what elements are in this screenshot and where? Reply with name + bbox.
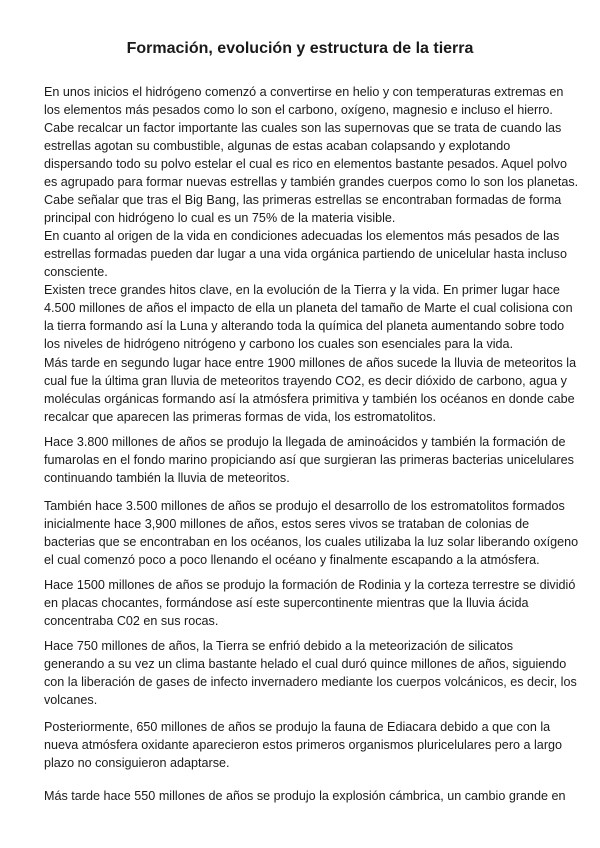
text-line: Hace 750 millones de años, la Tierra se enfrió debido a la meteorización de silicatos [44,639,514,653]
text-line: dispersando todo su polvo estelar el cual es rico en elementos bastante pesados. Aquel polvo [44,157,567,171]
text-line: Cabe recalcar un factor importante las cuales son las supernovas que se trata de cuando las [44,121,562,135]
document-title: Formación, evolución y estructura de la tierra [126,40,474,57]
text-line: inicialmente hace 3,900 millones de años, estos seres vivos se trataban de colonias de [44,517,530,531]
text-line: Existen trece grandes hitos clave, en la evolución de la Tierra y la vida. En primer lugar hace [44,283,560,297]
text-line: Posteriormente, 650 millones de años se produjo la fauna de Ediacara debido a que con la [44,720,551,734]
paragraph-1 [44,83,579,281]
text-line: Más tarde en segundo lugar hace entre 1900 millones de años sucede la lluvia de meteoritos la [44,356,577,370]
text-line: fumarolas en el fondo marino propiciando así que surgieran las primeras bacterias unicelulares [44,453,574,467]
paragraph-4 [44,433,574,487]
text-line: Hace 3.800 millones de años se produjo la llegada de aminoácidos y también la formación de [44,435,566,449]
paragraph-8 [44,718,563,772]
text-line: nueva atmósfera oxidante aparecieron estos primeros organismos pluricelulares pero a largo [44,738,563,752]
paragraph-5 [44,497,579,569]
text-line: plazo no consiguieron adaptarse. [44,756,230,770]
text-line: También hace 3.500 millones de años se produjo el desarrollo de los estromatolitos formados [44,499,565,513]
text-line: volcanes. [44,693,98,707]
text-line: bacterias que se encontraban en los océanos, los cuales utilizaba la luz solar liberando oxígeno [44,535,579,549]
text-line: estrellas formadas pueden dar lugar a una vida orgánica partiendo de unicelular hasta incluso [44,247,567,261]
text-line: recalcar que aparecen las primeras formas de vida, los estromatolitos. [44,410,436,424]
text-line: el cual comenzó poco a poco llenando el océano y finalmente escapando a la atmósfera. [44,553,540,567]
paragraph-3 [44,354,577,426]
paragraph-9 [44,787,566,805]
text-line: principal con hidrógeno lo cual es un 75% de la materia visible. [44,211,396,225]
text-line: Cabe señalar que tras el Big Bang, las primeras estrellas se encontraban formadas de forma [44,193,562,207]
text-line: estrellas agotan su combustible, algunas de estas acaban colapsando y explotando [44,139,511,153]
text-line: en placas chocantes, formándose así este supercontinente mientras que la lluvia ácida [44,596,529,610]
text-line: la tierra formando así la Luna y alterando toda la química del planeta aumentando sobre todo [44,319,565,333]
paragraph-7 [44,637,577,709]
text-line: con la liberación de gases de infecto invernadero mediante los cuerpos volcánicos, es decir, los [44,675,577,689]
text-line: es agrupado para formar nuevas estrellas y también grandes cuerpos como lo son los planetas. [44,175,579,189]
text-line: los niveles de hidrógeno nitrógeno y carbono los cuales son esenciales para la vida. [44,337,514,351]
paragraph-2 [44,281,573,353]
text-line: continuando también la lluvia de meteoritos. [44,471,290,485]
text-line: moléculas orgánicas formando así la atmósfera primitiva y también los océanos en donde cabe [44,392,575,406]
text-line: Más tarde hace 550 millones de años se produjo la explosión cámbrica, un cambio grande en [44,789,566,803]
text-line: En unos inicios el hidrógeno comenzó a convertirse en helio y con temperaturas extremas en [44,85,564,99]
text-line: los elementos más pesados como lo son el carbono, oxígeno, magnesio e incluso el hierro. [44,103,553,117]
text-line: concentraba C02 en sus rocas. [44,614,219,628]
text-line: En cuanto al origen de la vida en condiciones adecuadas los elementos más pesados de las [44,229,560,243]
text-line: cual fue la última gran lluvia de meteoritos trayendo CO2, es decir dióxido de carbono, agua y [44,374,567,388]
paragraph-6 [44,576,576,630]
text-line: Hace 1500 millones de años se produjo la formación de Rodinia y la corteza terrestre se dividió [44,578,576,592]
text-line: generando a su vez un clima bastante helado el cual duró quince millones de años, siguiendo [44,657,567,671]
text-line: consciente. [44,265,108,279]
text-line: 4.500 millones de años el impacto de ella un planeta del tamaño de Marte el cual colisiona con [44,301,573,315]
